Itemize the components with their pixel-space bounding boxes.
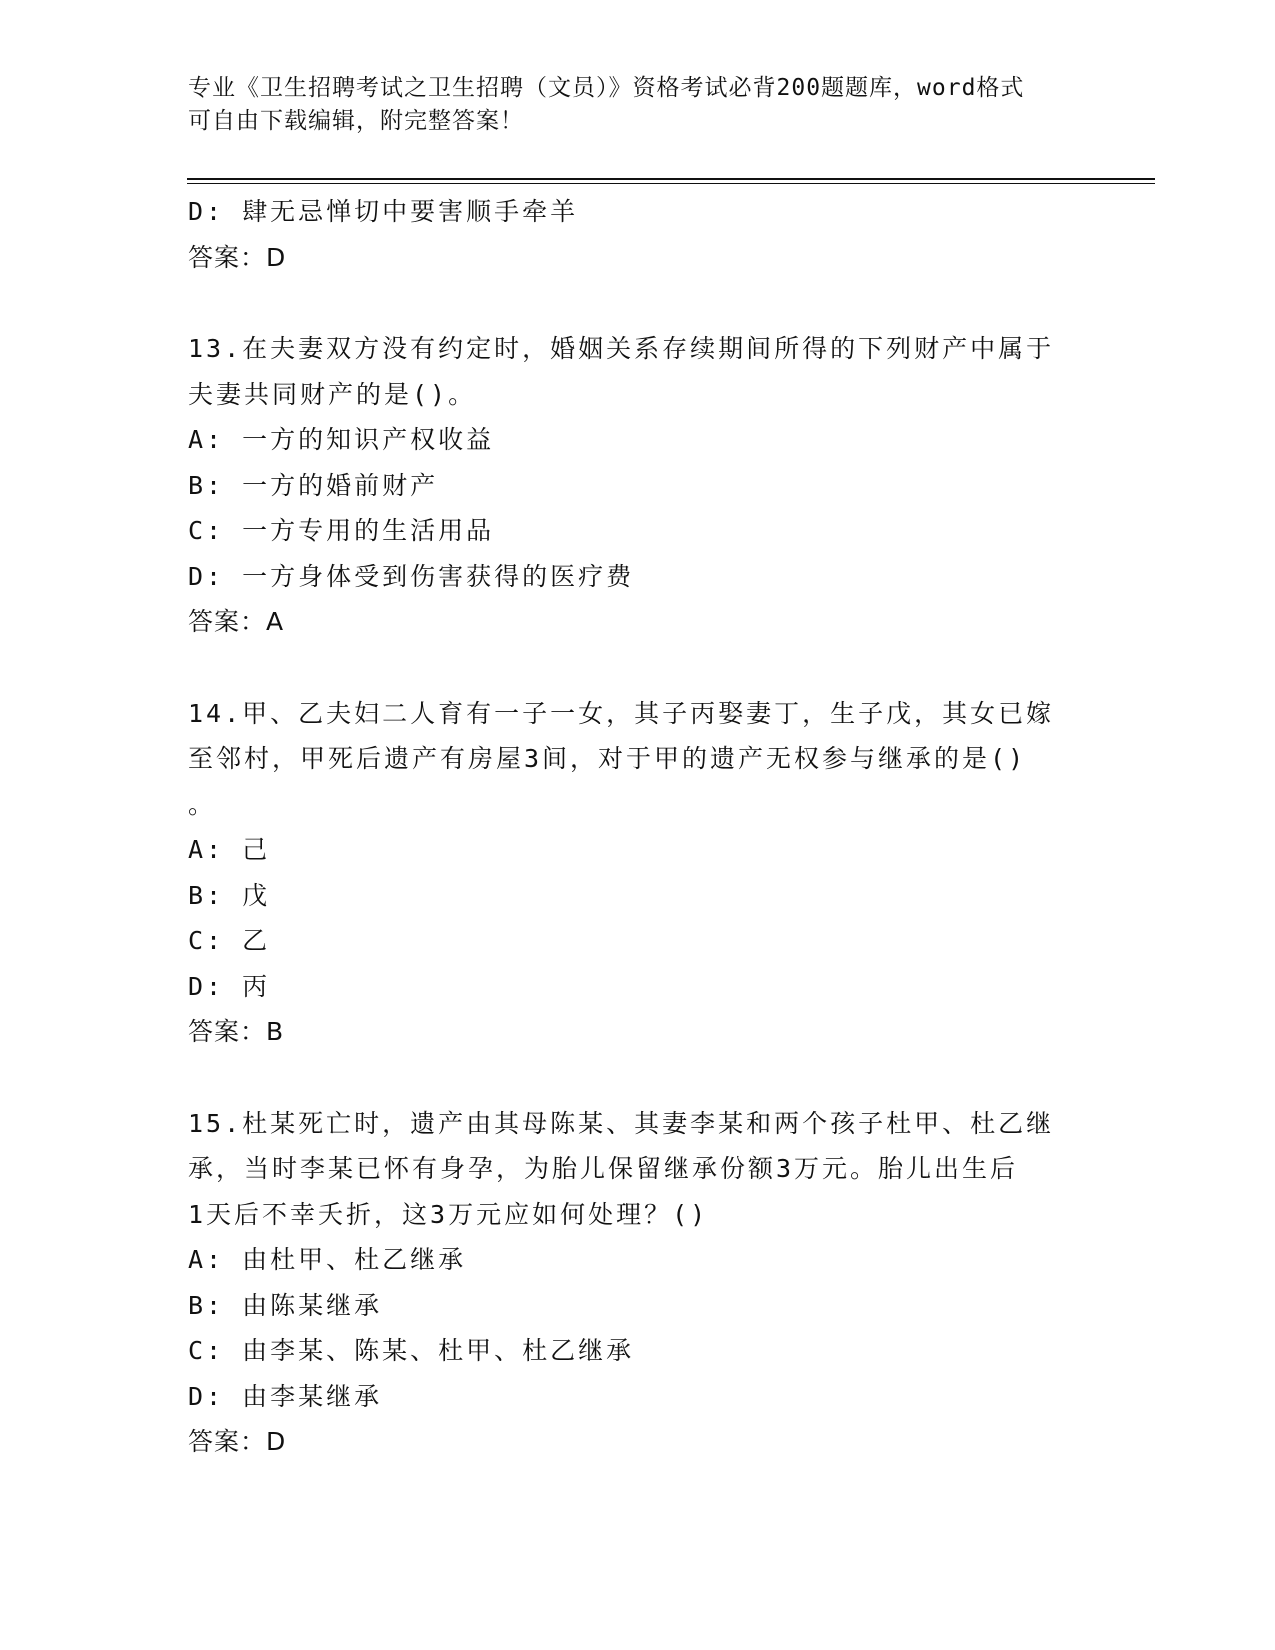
spacer (188, 280, 1088, 326)
question-content (188, 189, 1088, 1465)
spacer (188, 645, 1088, 691)
option-b: B: 一方的婚前财产 (188, 470, 439, 500)
answer-line: 答案：D (188, 242, 287, 272)
question-14 (188, 691, 1088, 1055)
option-a: A: 己 (188, 835, 271, 864)
question-text-line: 13.在夫妻双方没有约定时，婚姻关系存续期间所得的下列财产中属于 (188, 334, 1055, 363)
answer-line: 答案：D (188, 1427, 287, 1456)
option-d: D: 由李某继承 (188, 1381, 383, 1411)
question-text-line: 15.杜某死亡时，遗产由其母陈某、其妻李某和两个孩子杜甲、杜乙继 (188, 1108, 1055, 1138)
answer-line: 答案：A (188, 607, 285, 636)
spacer (188, 1055, 1088, 1101)
header-line-1: 专业《卫生招聘考试之卫生招聘（文员）》资格考试必背200题题库，word格式 (188, 75, 1025, 101)
option-d: D: 丙 (188, 971, 271, 1001)
header-line-2: 可自由下载编辑，附完整答案！ (188, 108, 524, 134)
option-d: D: 肆无忌惮切中要害顺手牵羊 (188, 197, 579, 226)
document-header (188, 72, 1088, 138)
question-13 (188, 326, 1088, 645)
option-b: B: 戊 (188, 880, 271, 910)
header-divider-thin (187, 183, 1155, 184)
question-text-line: 1天后不幸夭折，这3万元应如何处理？() (188, 1199, 709, 1229)
question-text-line: 至邻村，甲死后遗产有房屋3间，对于甲的遗产无权参与继承的是() (188, 744, 1027, 773)
option-b: B: 由陈某继承 (188, 1290, 383, 1320)
previous-question-tail (188, 189, 1088, 280)
option-c: C: 由李某、陈某、杜甲、杜乙继承 (188, 1336, 635, 1365)
answer-line: 答案：B (188, 1017, 285, 1046)
option-c: C: 乙 (188, 926, 271, 955)
question-15 (188, 1101, 1088, 1465)
option-a: A: 一方的知识产权收益 (188, 425, 495, 454)
option-d: D: 一方身体受到伤害获得的医疗费 (188, 561, 635, 591)
question-text-line: 承，当时李某已怀有身孕，为胎儿保留继承份额3万元。胎儿出生后 (188, 1154, 1019, 1183)
option-a: A: 由杜甲、杜乙继承 (188, 1245, 467, 1274)
header-divider-thick (187, 178, 1155, 180)
question-text-line: 14.甲、乙夫妇二人育有一子一女，其子丙娶妻丁，生子戊，其女已嫁 (188, 698, 1055, 728)
question-text-line: 夫妻共同财产的是()。 (188, 379, 477, 409)
question-text-line: 。 (188, 789, 217, 819)
option-c: C: 一方专用的生活用品 (188, 516, 495, 545)
